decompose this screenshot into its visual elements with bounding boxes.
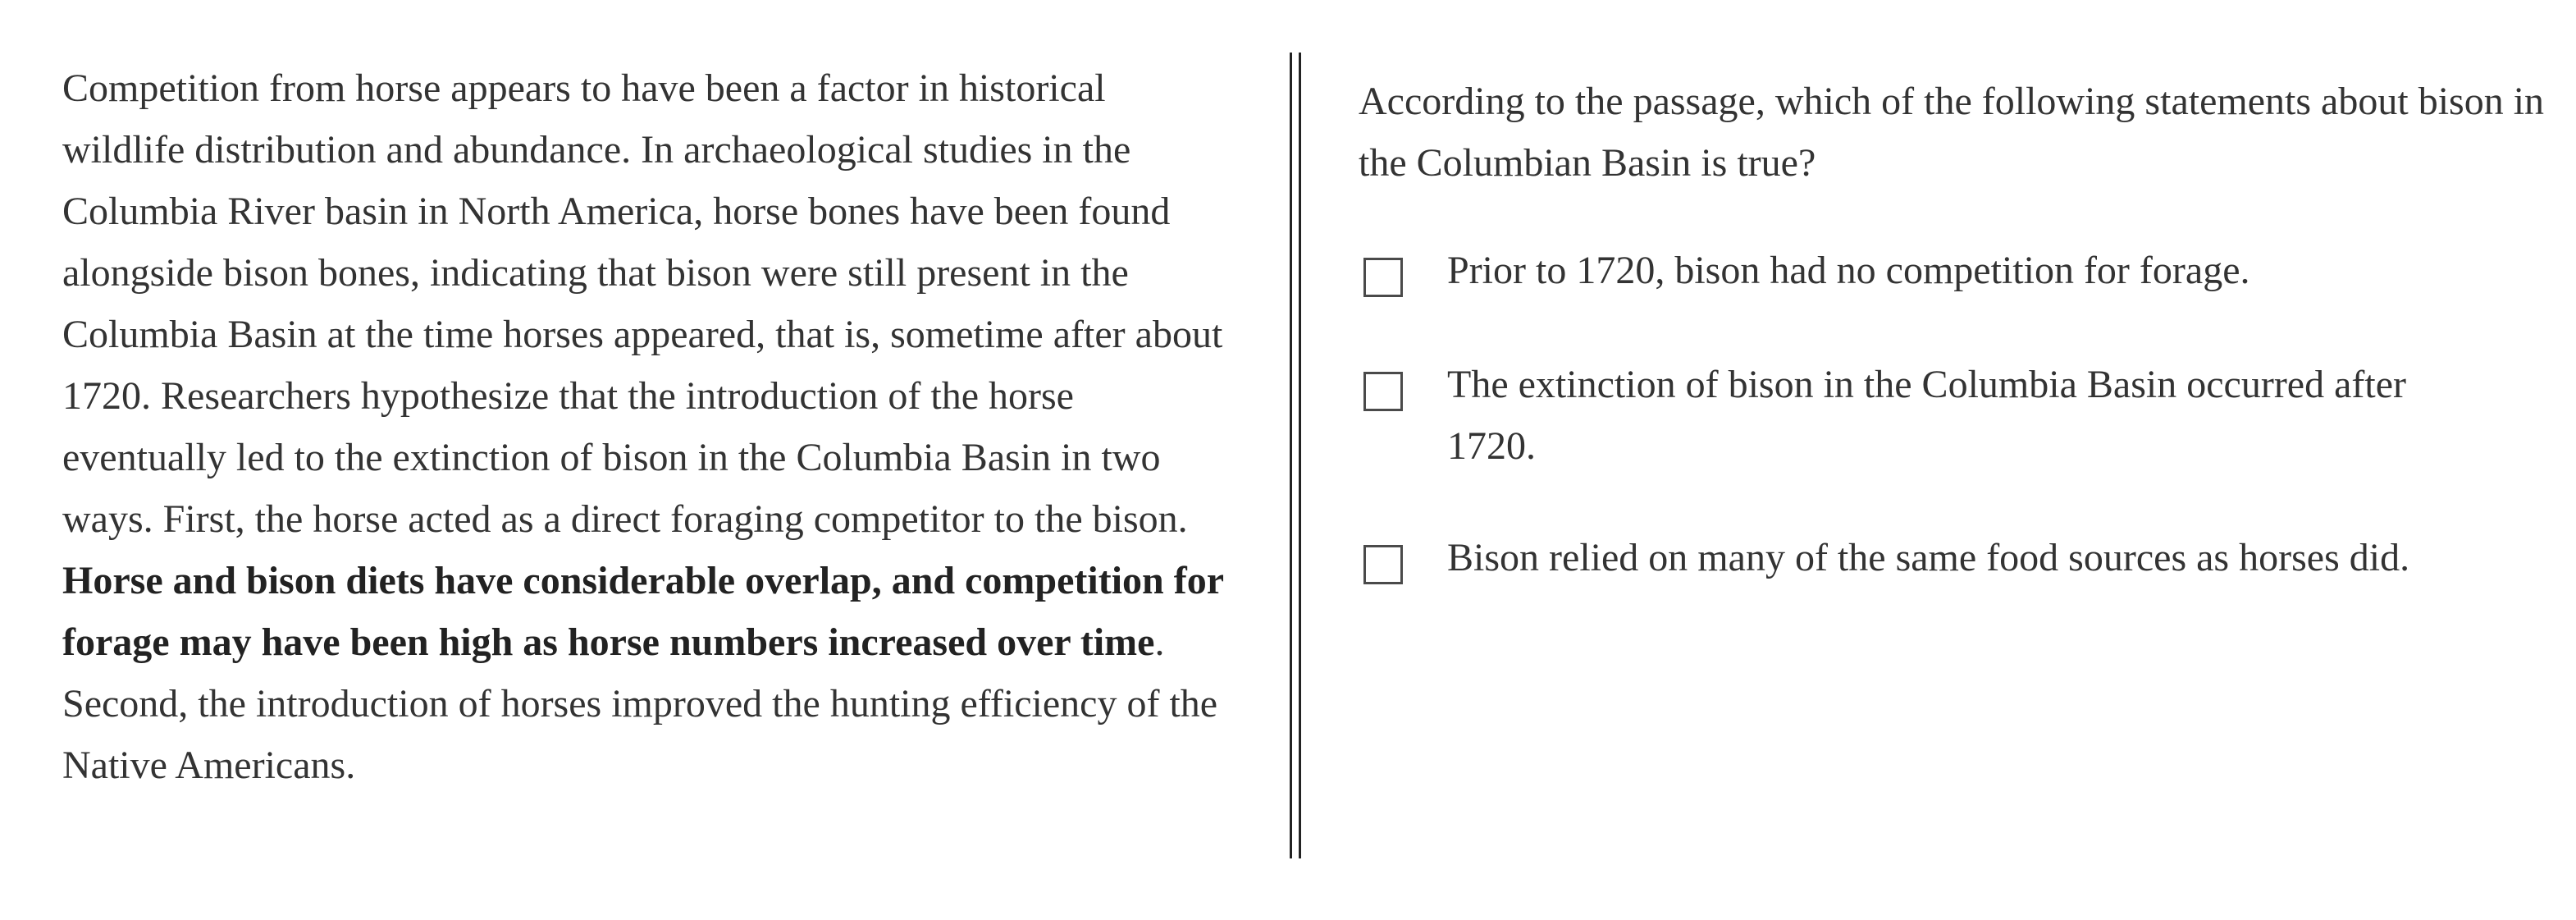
passage-segment-1: Competition from horse appears to have been a factor in historical wildlife distribution and abundance. In archaeological studies in the Columbia River basin in North America, horse bones have been found alongside bison bones, indicating that bison were still present in the Columbia Basin at the time horses appeared, that is, sometime after about 1720. Researchers hypothesize that the introduction of the horse eventually led to the extinction of bison in the Columbia Basin in two ways. First, the horse acted as a direct foraging competitor to the bison. (62, 66, 1223, 541)
question-panel (1359, 71, 2556, 579)
choice-label: Bison relied on many of the same food sources as horses did. (1447, 536, 2410, 579)
choice-label: The extinction of bison in the Columbia Basin occurred after 1720. (1447, 363, 2407, 468)
passage-text (62, 57, 1231, 796)
choice-label: Prior to 1720, bison had no competition for forage. (1447, 249, 2250, 292)
checkbox[interactable] (1363, 372, 1403, 411)
split-divider[interactable] (1290, 53, 1301, 858)
question-stem: According to the passage, which of the following statements about bison in the Columbian Basin is true? (1359, 80, 2545, 185)
checkbox[interactable] (1363, 258, 1403, 297)
checkbox[interactable] (1363, 545, 1403, 584)
passage-segment-2: . Second, the introduction of horses improved the hunting efficiency of the Native Americans. (62, 620, 1218, 787)
passage-panel (62, 57, 1231, 796)
passage-highlighted-sentence: Horse and bison diets have considerable overlap, and competition for forage may have been high as horse numbers increased over time (62, 559, 1224, 664)
